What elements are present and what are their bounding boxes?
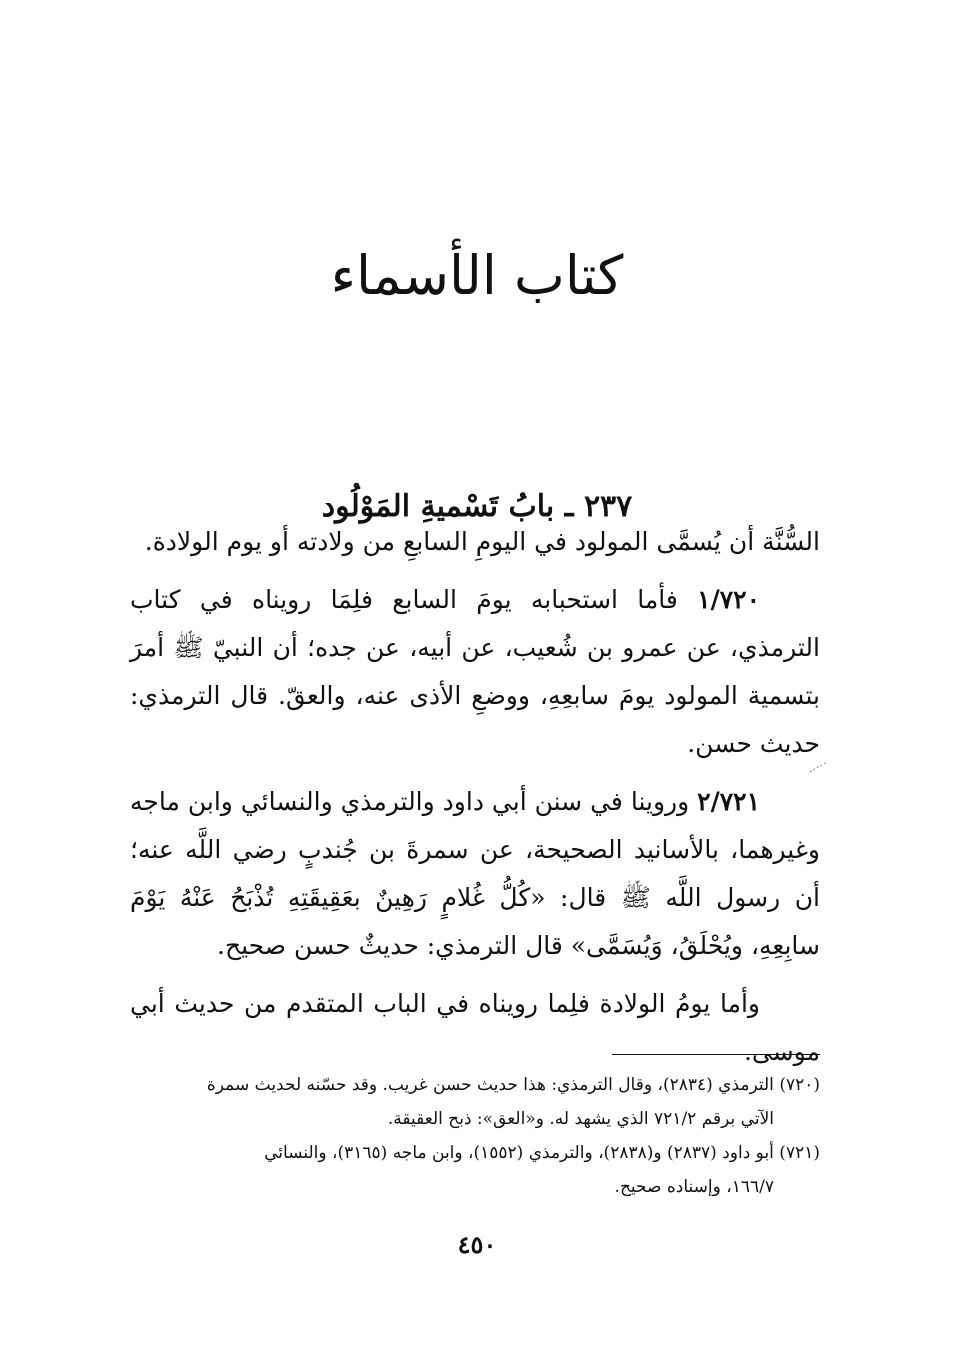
footnotes [130, 1068, 820, 1204]
hadith-text: وروينا في سنن أبي داود والترمذي والنسائي وابن ماجه وغيرهما، بالأسانيد الصحيحة، عن سمرةَ بن جُندبٍ رضي اللَّه عنه؛ أن رسول اللَّه ﷺ قال: «كُلُّ غُلامٍ رَهِينٌ بعَقِيقَتِهِ تُذْبَحُ عَنْهُ يَوْمَ سابِعِهِ، ويُحْلَقُ، وَيُسَمَّى» قال الترمذي: حديثٌ حسن صحيح. [130, 787, 820, 960]
main-text [130, 518, 820, 1086]
closing-paragraph: وأما يومُ الولادة فلِما رويناه في الباب المتقدم من حديث أبي موسى. [130, 989, 820, 1066]
intro-paragraph: السُّنَّة أن يُسمَّى المولود في اليومِ السابعِ من ولادته أو يوم الولادة. [144, 527, 820, 556]
footnote-720-line1: (٧٢٠) الترمذي (٢٨٣٤)، وقال الترمذي: هذا حديث حسن غريب. وقد حسّنه لحديث سمرة [206, 1075, 820, 1095]
footnote-720-line2: الآتي برقم ٧٢١/٢ الذي يشهد له. و«العق»: ذبح العقيقة. [387, 1109, 774, 1129]
book-title: كتاب الأسماء [330, 244, 624, 308]
footnote-separator [612, 1054, 820, 1055]
page-number: ٤٥٠ [457, 1230, 497, 1259]
hadith-paragraph-720 [130, 576, 820, 768]
chapter-heading: ٢٣٧ ـ بابُ تَسْميةِ المَوْلُود [321, 488, 633, 524]
hadith-paragraph-721 [130, 778, 820, 970]
footnote-721-line1: (٧٢١) أبو داود (٢٨٣٧) و(٢٨٣٨)، والترمذي (١٥٥٢)، وابن ماجه (٣١٦٥)، والنسائي [264, 1143, 820, 1163]
hadith-text: فأما استحبابه يومَ السابع فلِمَا رويناه في كتاب الترمذي، عن عمرو بن شُعيب، عن أبيه، عن جده؛ أن النبيّ ﷺ أمرَ بتسمية المولود يومَ سابعِهِ، ووضعِ الأذى عنه، والعقّ. قال الترمذي: حديث حسن. [130, 585, 820, 758]
hadith-number: ٢/٧٢١ [697, 787, 760, 816]
hadith-number: ١/٧٢٠ [697, 585, 760, 614]
footnote-721-line2: ١٦٦/٧، وإسناده صحيح. [614, 1177, 774, 1197]
margin-mark-icon [808, 760, 828, 774]
